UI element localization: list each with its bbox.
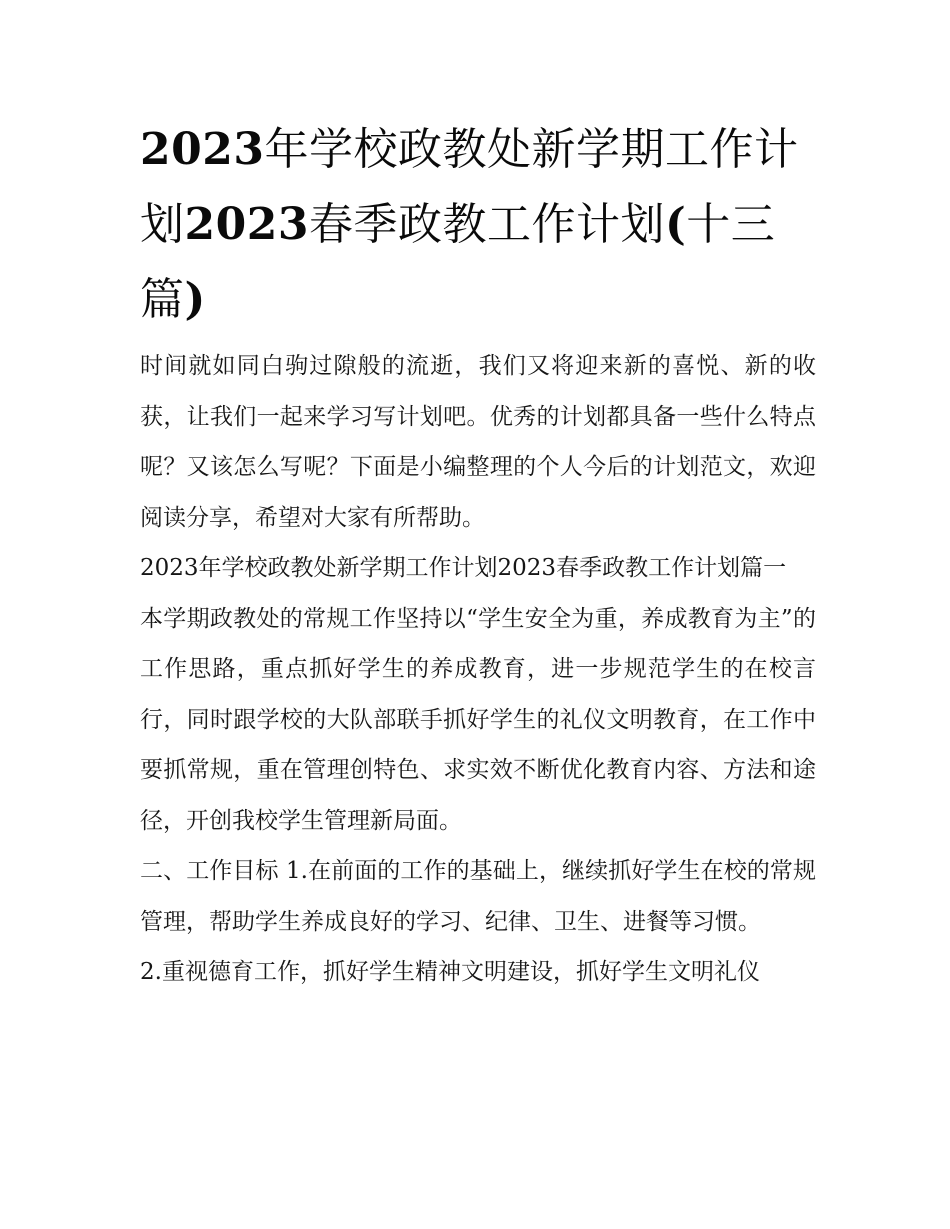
goal-paragraph: 二、工作目标 1.在前面的工作的基础上，继续抓好学生在校的常规管理，帮助学生养成良好的学习、纪律、卫生、进餐等习惯。: [140, 858, 816, 935]
title-bold-run: 2023: [140, 124, 265, 175]
title-bold-run: (: [664, 199, 687, 250]
document-title: 2023年学校政教处新学期工作计划2023春季政教工作计划(十三篇): [140, 124, 799, 325]
intro-paragraph: 时间就如同白驹过隙般的流逝，我们又将迎来新的喜悦、新的收获，让我们一起来学习写计划吧。优秀的计划都具备一些什么特点呢？又该怎么写呢？下面是小编整理的个人今后的计划范文，欢迎阅读分享，希望对大家有所帮助。: [140, 353, 816, 531]
document-page: [140, 112, 816, 998]
body-paragraph: 本学期政教处的常规工作坚持以“学生安全为重，养成教育为主”的工作思路，重点抓好学生的养成教育，进一步规范学生的在校言行，同时跟学校的大队部联手抓好学生的礼仪文明教育，在工作中要抓常规，重在管理创特色、求实效不断优化教育内容、方法和途径，开创我校学生管理新局面。: [140, 605, 816, 834]
title-bold-run: 2023: [184, 199, 309, 250]
section-heading: 2023年学校政教处新学期工作计划2023春季政教工作计划篇一: [140, 555, 787, 581]
title-bold-run: ): [184, 274, 206, 325]
goal-paragraph: 2.重视德育工作，抓好学生精神文明建设，抓好学生文明礼仪: [140, 959, 760, 985]
